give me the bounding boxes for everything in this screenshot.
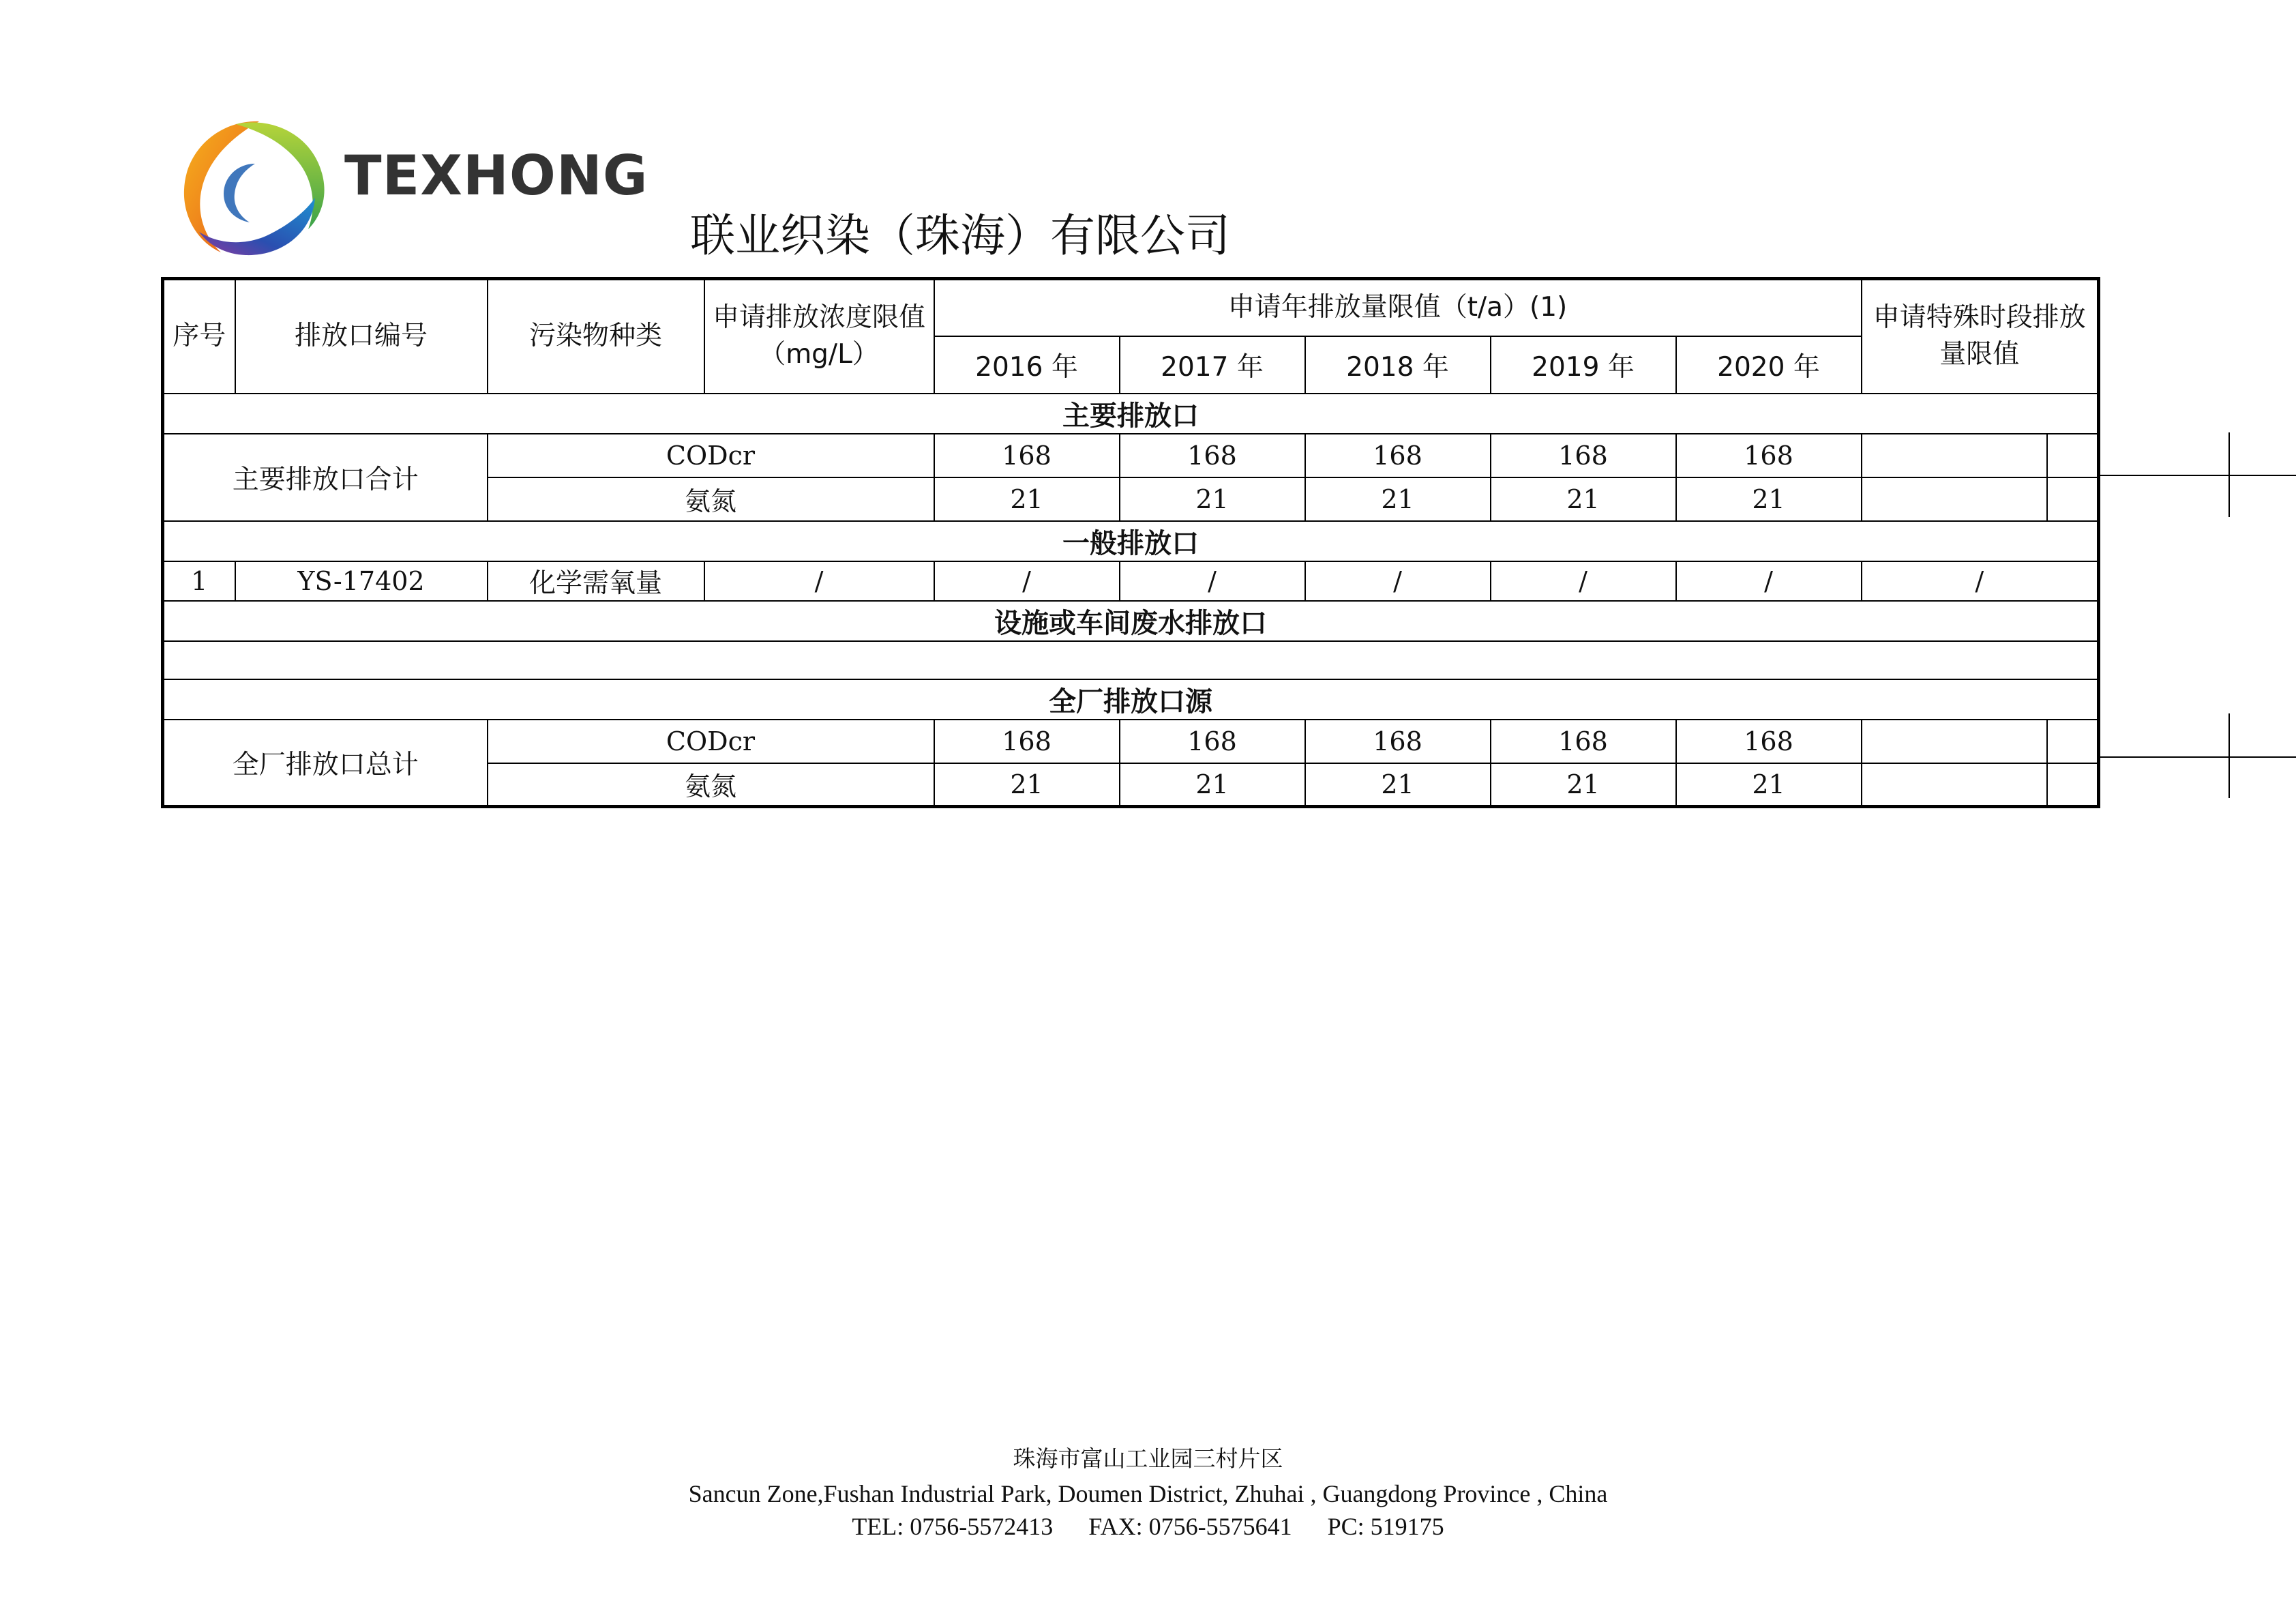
pollutant-cell: 氨氮 <box>488 763 934 807</box>
emission-limit-table <box>161 277 2100 808</box>
pollutant-cell: CODcr <box>488 720 934 763</box>
col-header-annual-limit: 申请年排放量限值（t/a）(1) <box>934 279 1862 336</box>
year-header: 2020 年 <box>1676 336 1862 394</box>
footer-fax: FAX: 0756-5575641 <box>1088 1513 1292 1540</box>
footer-address-en: Sancun Zone,Fushan Industrial Park, Doumen District, Zhuhai , Guangdong Province , China <box>688 1480 1608 1507</box>
value-cell: 21 <box>1305 763 1491 807</box>
value-cell: 21 <box>1491 763 1676 807</box>
col-header-special-limit: 申请特殊时段排放量限值 <box>1862 279 2099 394</box>
value-cell: 21 <box>934 763 1120 807</box>
value-cell: 168 <box>1676 434 1862 477</box>
value-cell: 168 <box>1491 720 1676 763</box>
value-cell: 168 <box>1305 720 1491 763</box>
year-header: 2018 年 <box>1305 336 1491 394</box>
value-cell: 168 <box>1676 720 1862 763</box>
section-plant-outlets: 全厂排放口源 <box>163 679 2099 720</box>
company-name: 联业织染（珠海）有限公司 <box>690 209 1230 262</box>
value-cell: 21 <box>1120 763 1305 807</box>
year-header: 2016 年 <box>934 336 1120 394</box>
section-general-outlets: 一般排放口 <box>163 521 2099 561</box>
footer-address-cn: 珠海市富山工业园三村片区 <box>1013 1445 1283 1472</box>
col-header-concentration: 申请排放浓度限值（mg/L） <box>704 279 934 394</box>
value-cell: 168 <box>1491 434 1676 477</box>
empty-cell <box>1862 477 2047 521</box>
stray-gridline <box>2098 475 2296 476</box>
value-cell: 168 <box>1120 720 1305 763</box>
footer-contact <box>0 1514 2296 1539</box>
outlet-id-cell: YS-17402 <box>235 561 488 601</box>
value-cell: 21 <box>1676 763 1862 807</box>
year-header: 2017 年 <box>1120 336 1305 394</box>
value-cell: 168 <box>1120 434 1305 477</box>
value-cell: 21 <box>1305 477 1491 521</box>
value-cell: / <box>1676 561 1862 601</box>
empty-cell <box>2047 720 2099 763</box>
pollutant-cell: CODcr <box>488 434 934 477</box>
col-header-seq: 序号 <box>163 279 235 394</box>
col-header-pollutant: 污染物种类 <box>488 279 704 394</box>
stray-gridline <box>2098 756 2296 758</box>
value-cell: / <box>934 561 1120 601</box>
value-cell: 168 <box>1305 434 1491 477</box>
value-cell: / <box>1305 561 1491 601</box>
pollutant-cell: 氨氮 <box>488 477 934 521</box>
section-facility-outlets: 设施或车间废水排放口 <box>163 601 2099 641</box>
brand-name: TEXHONG <box>344 144 648 207</box>
texhong-logo <box>179 116 329 259</box>
empty-cell <box>1862 434 2047 477</box>
footer-tel: TEL: 0756-5572413 <box>852 1513 1054 1540</box>
section-main-outlets: 主要排放口 <box>163 394 2099 434</box>
value-cell: 21 <box>1676 477 1862 521</box>
value-cell: 21 <box>934 477 1120 521</box>
empty-row <box>163 641 2099 679</box>
plant-total-label: 全厂排放口总计 <box>163 720 488 807</box>
value-cell: 168 <box>934 720 1120 763</box>
empty-cell <box>1862 763 2047 807</box>
concentration-cell: / <box>704 561 934 601</box>
year-header: 2019 年 <box>1491 336 1676 394</box>
empty-cell <box>2047 477 2099 521</box>
value-cell: 168 <box>934 434 1120 477</box>
stray-gridline <box>2228 713 2230 798</box>
value-cell: / <box>1120 561 1305 601</box>
footer-postcode: PC: 519175 <box>1327 1513 1444 1540</box>
seq-cell: 1 <box>163 561 235 601</box>
main-total-label: 主要排放口合计 <box>163 434 488 521</box>
value-cell: 21 <box>1491 477 1676 521</box>
value-cell: 21 <box>1120 477 1305 521</box>
special-limit-cell: / <box>1862 561 2099 601</box>
empty-cell <box>2047 434 2099 477</box>
value-cell: / <box>1491 561 1676 601</box>
pollutant-cell: 化学需氧量 <box>488 561 704 601</box>
empty-cell <box>1862 720 2047 763</box>
stray-gridline <box>2228 432 2230 517</box>
col-header-outlet-id: 排放口编号 <box>235 279 488 394</box>
empty-cell <box>2047 763 2099 807</box>
